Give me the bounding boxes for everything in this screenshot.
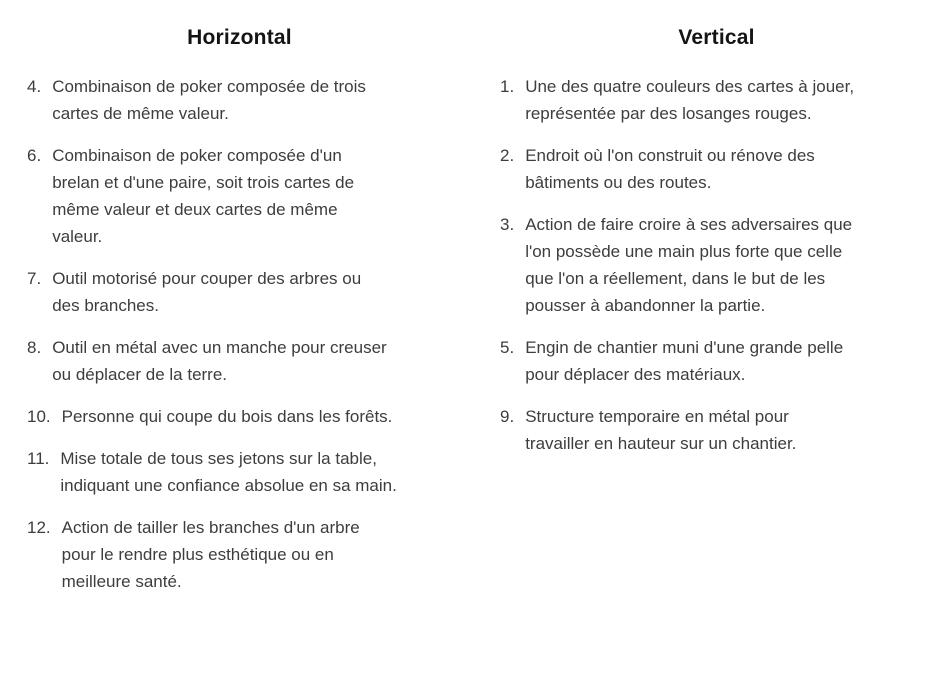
vertical-title: Vertical <box>678 26 755 49</box>
clue-text <box>525 334 933 388</box>
clue-number: 3. <box>500 215 515 234</box>
clue-item <box>500 334 933 388</box>
clue-text-line: Une des quatre couleurs des cartes à jouer, <box>525 77 855 96</box>
clue-item <box>27 445 452 499</box>
clue-number: 9. <box>500 407 515 426</box>
clue-text-line: Engin de chantier muni d'une grande pelle <box>525 338 844 357</box>
clue-item <box>27 265 452 319</box>
horizontal-clues-section <box>27 22 452 610</box>
clue-text-line: Combinaison de poker composée de trois <box>52 77 366 96</box>
clue-text-line: Outil motorisé pour couper des arbres ou <box>52 269 362 288</box>
clue-text <box>62 514 452 595</box>
clue-text <box>52 142 452 250</box>
clue-text <box>525 142 933 196</box>
clue-text-line: Mise totale de tous ses jetons sur la table, <box>60 449 377 468</box>
clue-text-line: représentée par des losanges rouges. <box>525 104 812 123</box>
clue-text-line: ou déplacer de la terre. <box>52 365 228 384</box>
clue-text-line: l'on possède une main plus forte que celle <box>525 242 843 261</box>
clue-text <box>525 403 933 457</box>
clue-item <box>500 142 933 196</box>
clue-item <box>500 403 933 457</box>
horizontal-title: Horizontal <box>187 26 292 49</box>
horizontal-clue-list <box>27 73 452 595</box>
clue-number: 7. <box>27 269 42 288</box>
clue-item <box>500 211 933 319</box>
vertical-clues-section <box>500 22 933 610</box>
clue-item <box>27 403 452 430</box>
clue-number: 1. <box>500 77 515 96</box>
clue-item <box>27 73 452 127</box>
clue-text-line: que l'on a réellement, dans le but de les <box>525 269 826 288</box>
clue-item <box>500 73 933 127</box>
clue-item <box>27 514 452 595</box>
clue-text-line: Endroit où l'on construit ou rénove des <box>525 146 815 165</box>
clue-text <box>525 73 933 127</box>
clue-text-line: pour le rendre plus esthétique ou en <box>61 545 334 564</box>
clue-text <box>52 334 452 388</box>
clue-text-line: travailler en hauteur sur un chantier. <box>525 434 797 453</box>
clue-text-line: bâtiments ou des routes. <box>525 173 712 192</box>
clue-text <box>52 73 452 127</box>
clue-text <box>52 265 452 319</box>
clue-text-line: meilleure santé. <box>61 572 182 591</box>
clue-text <box>525 211 933 319</box>
clue-item <box>27 334 452 388</box>
clue-text-line: Combinaison de poker composée d'un <box>52 146 342 165</box>
clue-text-line: Outil en métal avec un manche pour creuser <box>52 338 387 357</box>
clue-text-line: Action de faire croire à ses adversaires que <box>525 215 853 234</box>
clue-text <box>60 445 452 499</box>
clue-text-line: Structure temporaire en métal pour <box>525 407 789 426</box>
clue-text-line: des branches. <box>52 296 159 315</box>
clue-text-line: pousser à abandonner la partie. <box>525 296 766 315</box>
vertical-clue-list <box>500 73 933 457</box>
clue-number: 4. <box>27 77 42 96</box>
clue-text-line: brelan et d'une paire, soit trois cartes de <box>52 173 355 192</box>
clue-number: 10. <box>27 407 51 426</box>
clue-text-line: valeur. <box>52 227 103 246</box>
clue-text-line: Action de tailler les branches d'un arbre <box>61 518 360 537</box>
clue-text <box>62 403 452 430</box>
clue-number: 6. <box>27 146 42 165</box>
clue-text-line: Personne qui coupe du bois dans les forêts. <box>61 407 393 426</box>
clue-number: 8. <box>27 338 42 357</box>
clue-item <box>27 142 452 250</box>
clue-number: 11. <box>27 449 50 468</box>
clue-number: 2. <box>500 146 515 165</box>
clue-number: 12. <box>27 518 51 537</box>
clue-text-line: indiquant une confiance absolue en sa main. <box>60 476 397 495</box>
clue-text-line: même valeur et deux cartes de même <box>52 200 338 219</box>
clue-text-line: pour déplacer des matériaux. <box>525 365 746 384</box>
clue-number: 5. <box>500 338 515 357</box>
clue-text-line: cartes de même valeur. <box>52 104 229 123</box>
